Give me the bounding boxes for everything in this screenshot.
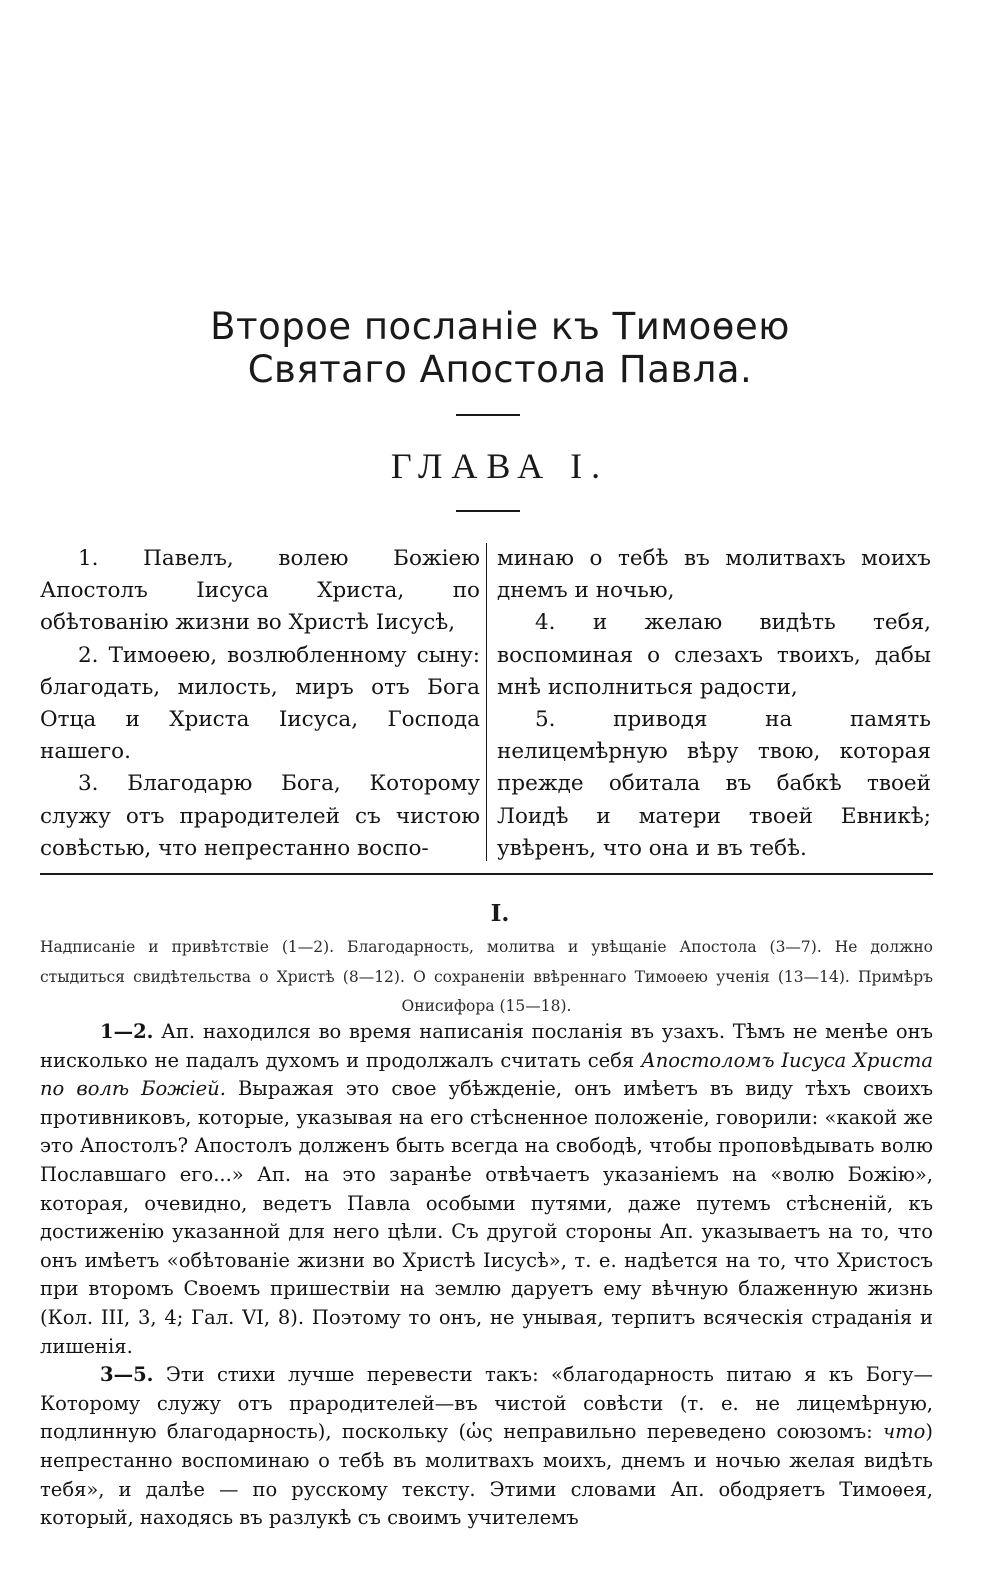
verse-ref-1-2: 1—2.	[100, 1020, 154, 1043]
commentary-italic: что	[883, 1420, 926, 1444]
bible-text-right-column	[497, 543, 931, 865]
bible-text-left-column	[40, 543, 480, 865]
verse-ref-3-5: 3—5.	[100, 1363, 154, 1387]
section-summary	[40, 933, 933, 1022]
chapter-divider	[456, 510, 520, 512]
commentary-text: Эти стихи лучше перевести такъ: «благодарность питаю я къ Богу—Которому служу отъ прародителей—въ чистой совѣсти (т. е. не лицемѣрную, подлинную благодарность), поскольку (ὡς неправильно переведено союзомъ:	[40, 1363, 933, 1444]
epistle-title-line2: Святаго Апостола Павла.	[247, 348, 753, 391]
verse-4: 4. и желаю видѣть тебя, воспоминая о слезахъ твоихъ, дабы мнѣ исполниться радости,	[497, 610, 931, 700]
section-number: I.	[490, 900, 510, 927]
summary-text: Надписаніе и привѣтствіе (1—2). Благодарность, молитва и увѣщаніе Апостола (3—7). Не должно стыдиться свидѣтельства о Христѣ (8—12). О сохраненіи ввѣреннаго Тимоѳею ученія (13—14). Примѣръ Онисифора (15—18).	[40, 938, 933, 1016]
epistle-title-line1: Второе посланіе къ Тимоѳею	[210, 305, 790, 348]
section-divider	[40, 873, 933, 875]
title-divider	[456, 414, 520, 416]
chapter-heading: ГЛАВА I.	[390, 446, 610, 486]
commentary-italic: Апостоломъ Іисуса Христа по волѣ Божіей.	[40, 1048, 933, 1101]
verse-3: 3. Благодарю Бога, Которому служу отъ прародителей съ чистою совѣстью, что непрестанно воспо-	[40, 771, 480, 861]
commentary-text: Выражая это свое убѣжденіе, онъ имѣетъ въ виду тѣхъ своихъ противниковъ, которые, указывая на его стѣсненное положеніе, говорили: «какой же это Апостолъ? Апостолъ долженъ быть всегда на свободѣ, чтобы проповѣдывать волю Пославшаго его...» Ап. на это заранѣе отвѣчаетъ указаніемъ на «волю Божію», которая, очевидно, ведетъ Павла особыми путями, даже путемъ стѣсненій, къ достиженію указанной для него цѣли. Съ другой стороны Ап. указываетъ на то, что онъ имѣетъ «обѣтованіе жизни во Христѣ Іисусѣ», т. е. надѣется на то, что Христосъ при второмъ Своемъ пришествіи на землю даруетъ ему вѣчную блаженную жизнь (Кол. III, 3, 4; Гал. VI, 8). Поэтому то онъ, не унывая, терпитъ всяческія страданія и лишенія.	[40, 1077, 933, 1358]
verse-5: 5. приводя на память нелицемѣрную вѣру твою, которая прежде обитала въ бабкѣ твоей Лоидѣ и матери твоей Евникѣ; увѣренъ, что она и въ тебѣ.	[497, 707, 931, 861]
commentary-paragraph-1	[40, 1018, 933, 1361]
commentary	[40, 1018, 933, 1533]
commentary-text: ) непрестанно воспоминаю о тебѣ въ молитвахъ моихъ, днемъ и ночью желая видѣть тебя», и далѣе — по русскому тексту. Этими словами Ап. ободряетъ Тимоѳея, который, находясь въ разлукѣ съ своимъ учителемъ	[40, 1420, 933, 1530]
commentary-paragraph-2	[40, 1361, 933, 1533]
commentary-text: Ап. находился во время написанія посланія въ узахъ. Тѣмъ не менѣе онъ нисколько не падалъ духомъ и продолжалъ считать себя	[40, 1020, 933, 1072]
column-divider	[486, 543, 487, 861]
verse-3-continued: минаю о тебѣ въ молитвахъ моихъ днемъ и ночью,	[497, 546, 931, 604]
verse-1: 1. Павелъ, волею Божіею Апостолъ Іисуса Христа, по обѣтованію жизни во Христѣ Іисусѣ,	[40, 546, 480, 636]
verse-2: 2. Тимоѳею, возлюбленному сыну: благодать, милость, миръ отъ Бога Отца и Христа Іисуса, Господа нашего.	[40, 642, 480, 765]
